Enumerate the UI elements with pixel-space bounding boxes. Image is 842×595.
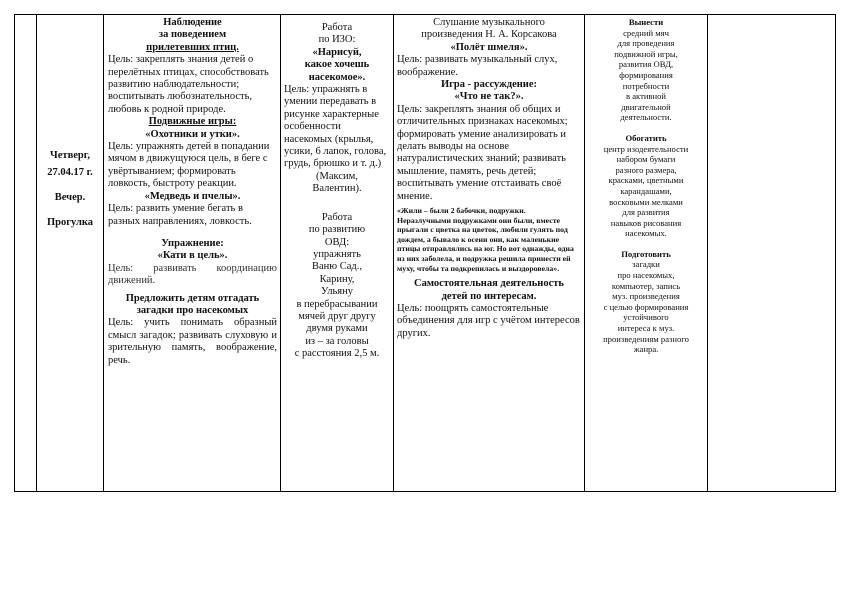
izo-title-3: насекомое». bbox=[308, 71, 366, 83]
take-out-text-1: средний мяч bbox=[623, 27, 669, 38]
self-activity-goal: Цель: поощрять самостоятельные объединения для игр с учётом интересов других. bbox=[397, 303, 580, 339]
take-out-text-4: развития ОВД, bbox=[618, 59, 674, 70]
izo-names-2: Валентин). bbox=[312, 183, 362, 195]
day-weekday: Четверг, bbox=[50, 150, 90, 161]
enrich-text-9: насекомых. bbox=[625, 228, 667, 239]
ovd-heading-2: по развитию bbox=[308, 224, 366, 236]
enrich-text-1: центр изодеятельности bbox=[603, 143, 689, 154]
exercise-goal: Цель: развивать координацию движений. bbox=[108, 262, 277, 287]
day-date: 27.04.17 г. bbox=[47, 167, 93, 178]
observation-heading-3: прилетевших птиц. bbox=[146, 41, 239, 53]
ovd-text-4: Ульяну bbox=[321, 286, 353, 298]
take-out-text-6: потребности bbox=[622, 80, 670, 91]
izo-heading-2: по ИЗО: bbox=[318, 34, 356, 46]
take-out-text-3: подвижной игры, bbox=[614, 48, 678, 59]
prepare-text-4: муз. произведения bbox=[612, 291, 680, 302]
take-out-text-7: в активной bbox=[626, 91, 666, 102]
ovd-text-1: упражнять bbox=[313, 248, 361, 260]
ovd-text-3: Карину, bbox=[319, 273, 355, 285]
take-out-heading: Вынести bbox=[628, 17, 664, 27]
observation-goal: Цель: закреплять знания детей о перелётных птицах, способствовать развитию наблюдательности; воспитывать любознательность, любовь к родной природе. bbox=[108, 54, 269, 115]
ovd-heading: Работа bbox=[321, 211, 353, 223]
enrich-text-5: карандашами, bbox=[620, 185, 672, 196]
ovd-text-9: с расстояния 2,5 м. bbox=[294, 348, 380, 360]
self-activity-heading: Самостоятельная деятельность bbox=[414, 278, 564, 290]
izo-heading: Работа bbox=[321, 22, 353, 33]
game1-title: «Охотники и утки». bbox=[145, 128, 240, 140]
game2-title: «Медведь и пчелы». bbox=[144, 190, 241, 202]
reasoning-game-goal: Цель: закреплять знания об общих и отличительных признаках насекомых; формировать умение анализировать и делать выводы на основе натуралистических знаний; развивать мышление, память, речь детей; воспитывать умение отстаивать своё мнение. bbox=[397, 103, 568, 202]
prepare-text-5: с целью формирования bbox=[603, 301, 689, 312]
observation-heading: Наблюдение bbox=[163, 17, 222, 28]
riddle-heading: Предложить детям отгадать bbox=[125, 292, 260, 304]
reasoning-game-heading: Игра - рассуждение: bbox=[441, 79, 537, 91]
reasoning-game-title: «Что не так?». bbox=[454, 91, 524, 103]
self-activity-heading-2: детей по интересам. bbox=[441, 290, 537, 302]
game1-goal: Цель: упражнять детей в попадании мячом в движущуюся цель, в беге с увёртыванием; формировать ловкость, быстроту реакции. bbox=[108, 141, 270, 190]
music-title: «Полёт шмеля». bbox=[450, 41, 528, 53]
prepare-heading: Подготовить bbox=[621, 248, 671, 259]
take-out-text-9: деятельности. bbox=[620, 112, 672, 123]
take-out-text-8: двигательной bbox=[621, 101, 671, 112]
prepare-text-7: интереса к муз. bbox=[617, 323, 675, 334]
enrich-heading: Обогатить bbox=[625, 132, 667, 143]
izo-names: (Максим, bbox=[316, 170, 358, 182]
riddle-goal: Цель: учить понимать образный смысл загадок; развивать слуховую и зрительную память, воображение, речь. bbox=[108, 317, 277, 366]
exercise-title: «Кати в цель». bbox=[157, 250, 228, 262]
music-goal: Цель: развивать музыкальный слух, воображение. bbox=[397, 54, 558, 78]
day-time: Вечер. bbox=[54, 192, 86, 203]
environment-cell bbox=[585, 15, 708, 492]
observation-heading-2: за поведением bbox=[158, 29, 227, 41]
table-row bbox=[15, 15, 836, 492]
day-activity: Прогулка bbox=[46, 217, 94, 228]
prepare-text-1: загадки bbox=[632, 259, 660, 270]
ovd-text-6: мячей друг другу bbox=[298, 310, 376, 322]
enrich-text-3: разного размера, bbox=[615, 164, 677, 175]
walk-cell bbox=[104, 15, 281, 492]
plan-table bbox=[14, 14, 836, 492]
enrich-text-8: навыков рисования bbox=[610, 217, 682, 228]
music-heading: Слушание музыкального bbox=[433, 17, 545, 28]
enrich-text-7: для развития bbox=[622, 207, 670, 218]
take-out-text-2: для проведения bbox=[617, 38, 675, 49]
enrich-text-6: восковыми мелками bbox=[609, 196, 683, 207]
prepare-text-3: компьютер, запись bbox=[611, 280, 681, 291]
izo-title: «Нарисуй, bbox=[312, 46, 362, 58]
ovd-heading-3: ОВД: bbox=[324, 236, 350, 248]
individual-cell bbox=[281, 15, 394, 492]
ovd-text-7: двумя руками bbox=[306, 323, 368, 335]
music-cell bbox=[394, 15, 585, 492]
butterfly-story: «Жили – были 2 бабочки, подружки. Неразлучными подружками они были, вместе прыгали с цветка на цветок, любили гулять под дождем, а бывало к осени они, как маленькие птицы отправлялись на юг. Но вот однажды, одна из них заболела, и подружка решила принести ей муху, чтобы та подкрепилась и выздоровела». bbox=[397, 206, 574, 273]
izo-title-2: какое хочешь bbox=[304, 59, 370, 71]
enrich-text-2: набором бумаги bbox=[616, 154, 676, 165]
day-cell bbox=[37, 15, 104, 492]
music-heading-2: произведения Н. А. Корсакова bbox=[421, 29, 557, 41]
take-out-text-5: формирования bbox=[619, 69, 673, 80]
empty-cell bbox=[15, 15, 37, 492]
prepare-text-6: устойчивого bbox=[623, 312, 669, 323]
prepare-text-2: про насекомых, bbox=[617, 270, 675, 281]
ovd-text-5: в перебрасывании bbox=[296, 298, 378, 310]
ovd-text-2: Ваню Сад., bbox=[311, 261, 362, 273]
riddle-heading-2: загадки про насекомых bbox=[136, 304, 249, 316]
izo-goal: Цель: упражнять в умении передавать в рисунке характерные особенности насекомых (крылья, усики, 6 лапок, голова, грудь, брюшко и т. д.) bbox=[284, 84, 387, 170]
game2-goal: Цель: развить умение бегать в разных направлениях, ловкость. bbox=[108, 203, 252, 227]
exercise-heading: Упражнение: bbox=[161, 237, 224, 249]
enrich-text-4: красками, цветными bbox=[608, 175, 684, 186]
ovd-text-8: из – за головы bbox=[305, 335, 369, 347]
prepare-text-9: жанра. bbox=[633, 344, 659, 355]
prepare-text-8: произведениям разного bbox=[603, 333, 689, 344]
games-heading: Подвижные игры: bbox=[148, 116, 237, 128]
empty-last-cell bbox=[708, 15, 836, 492]
